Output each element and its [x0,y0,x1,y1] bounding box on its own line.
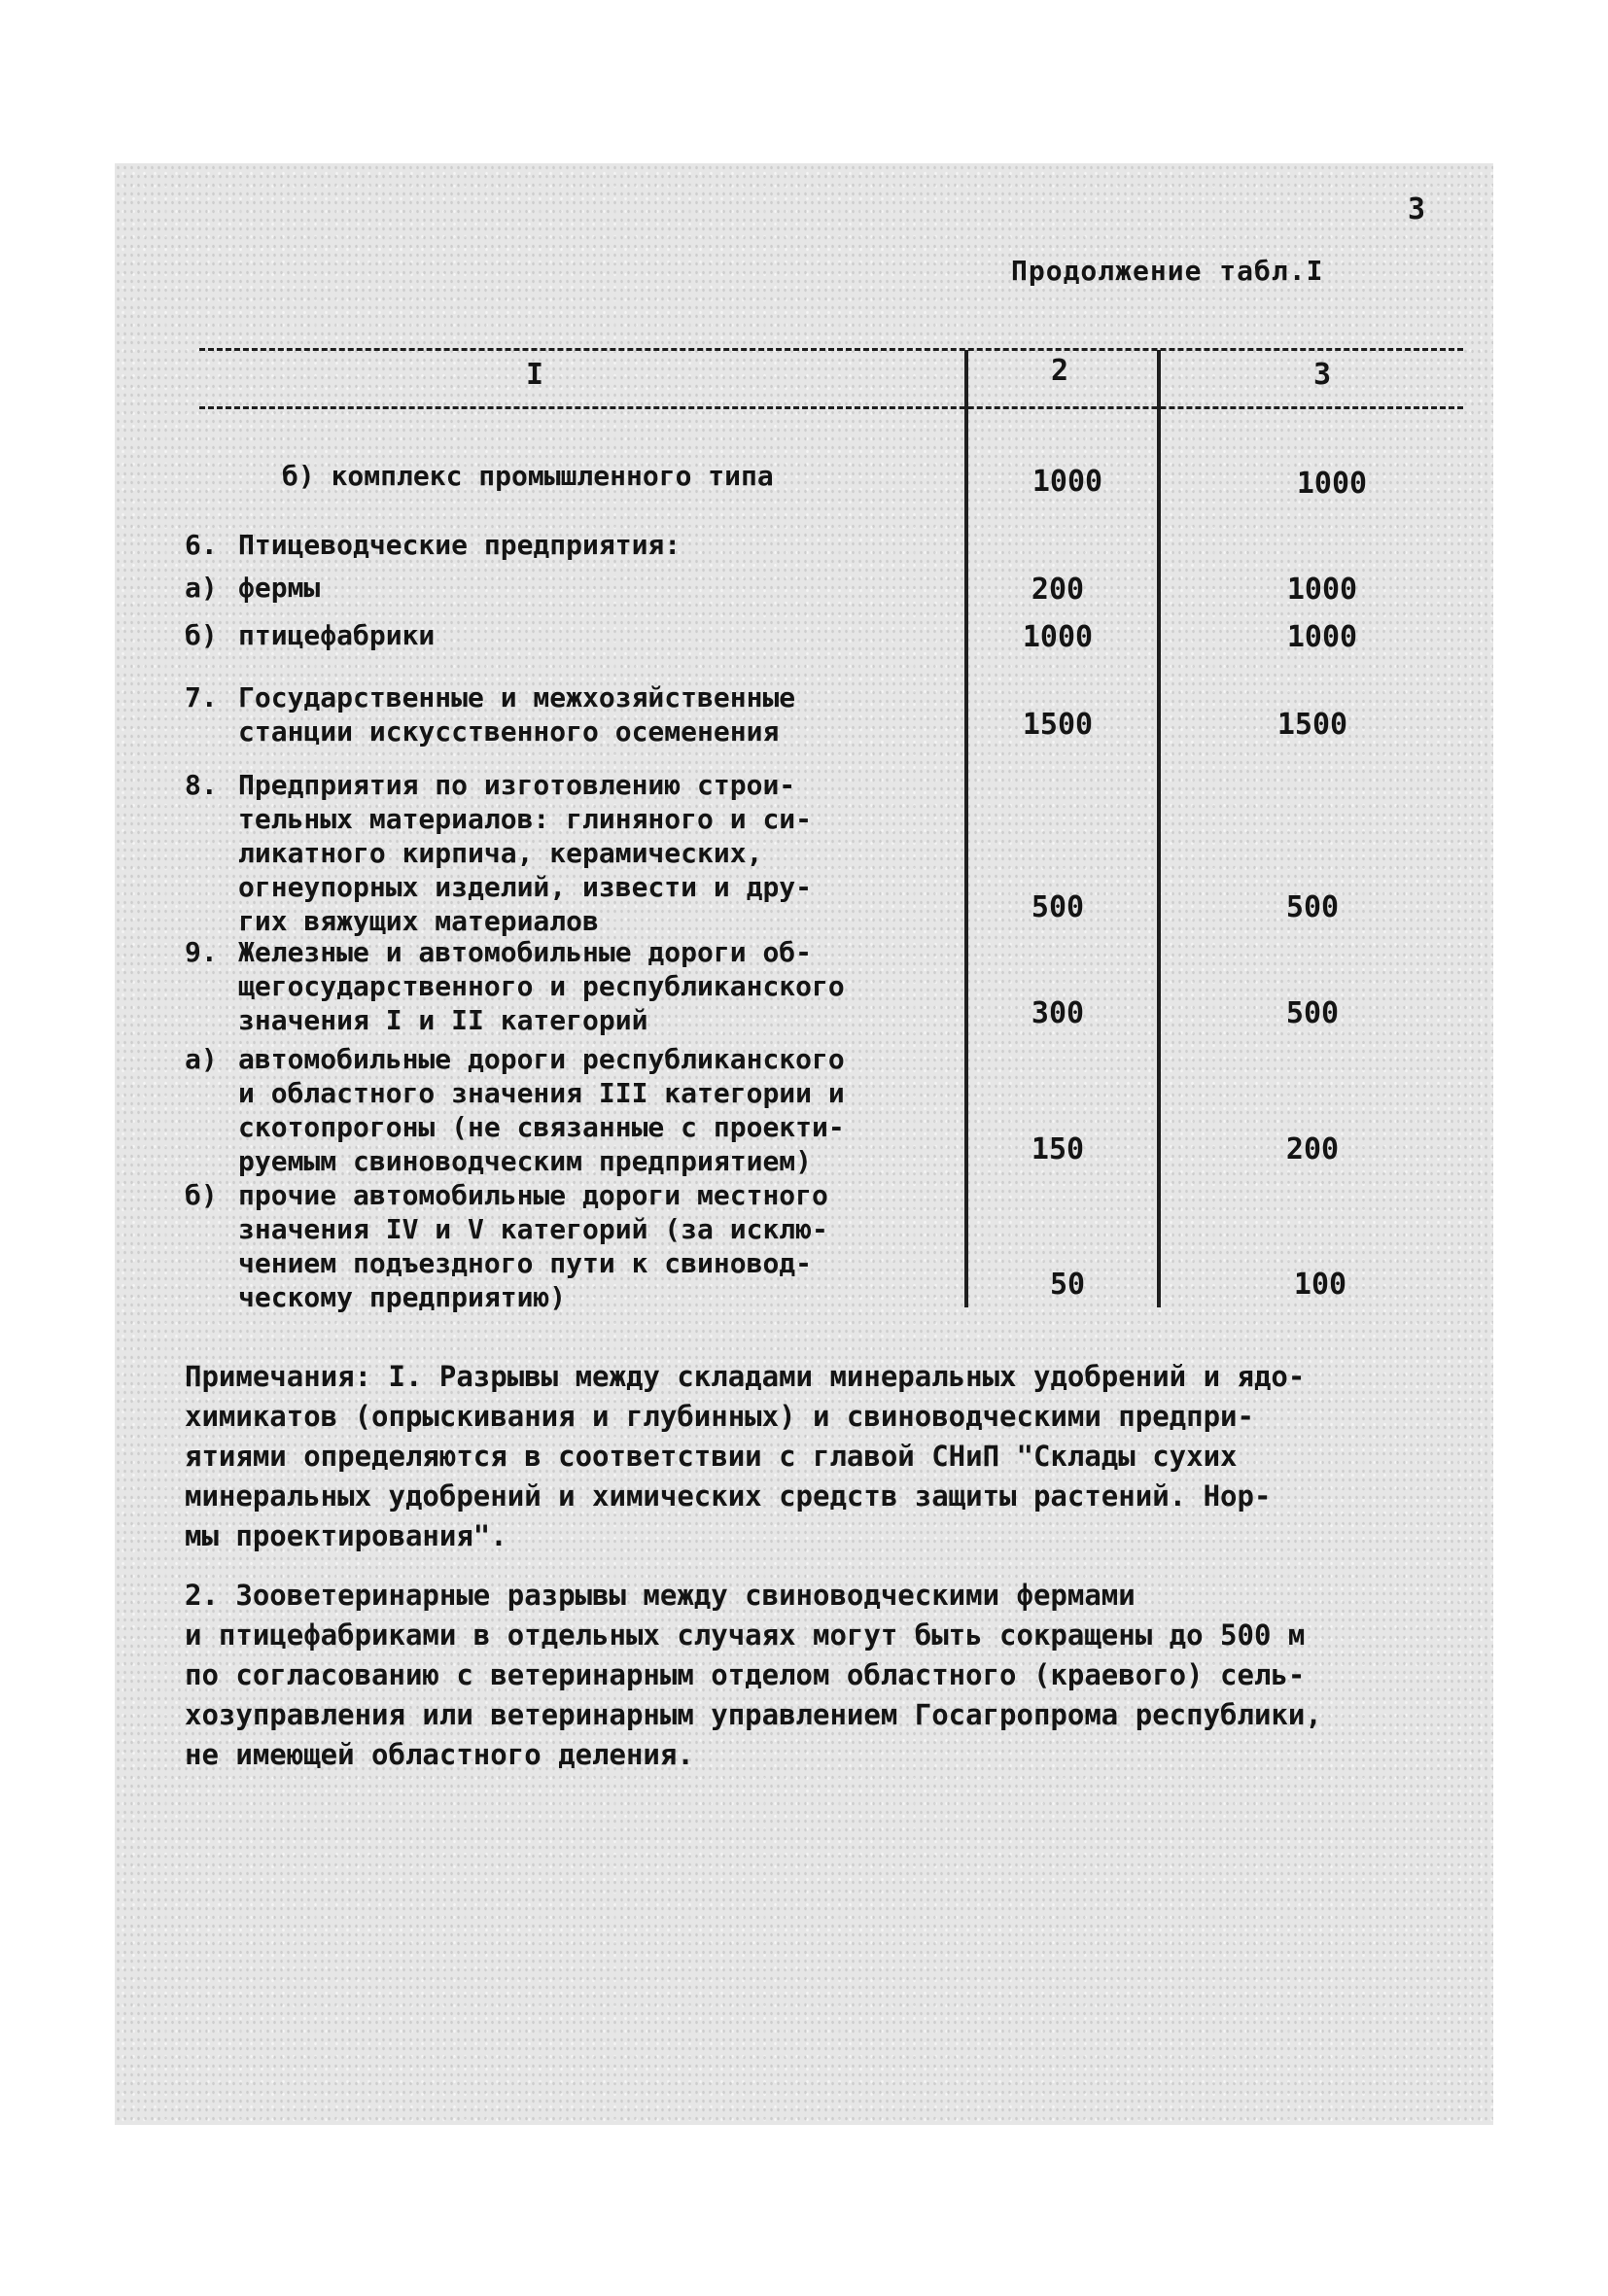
row-text: автомобильные дороги республиканского и областного значения III категории и скотопрогоны (не связанные с проекти- руемым свиноводческим предприятием) [238,1043,845,1177]
notes-section [185,1357,1468,1775]
row-text: птицефабрики [238,619,436,651]
row-value-col3: 1500 [1276,708,1348,742]
note-2: 2. Зооветеринарные разрывы между свиноводческими фермами и птицефабриками в отдельных случаях могут быть сокращены до 500 м по согласованию с ветеринарным отделом областного (краевого) сель- хозуправления или ветеринарным управлением Госагропрома республики, не имеющей областного деления. [185,1579,1322,1771]
row-value-col3: 500 [1285,996,1340,1030]
row-value-col2: 300 [1031,996,1085,1030]
row-text: фермы [238,572,321,604]
row-value-col3: 1000 [1296,467,1368,501]
row-number: а) [185,572,218,604]
column-divider-1 [964,350,968,1307]
row-text: Птицеводческие предприятия: [238,529,682,561]
row-value-col3: 1000 [1286,573,1358,607]
row-text: Предприятия по изготовлению строи- тельных материалов: глиняного и си- ликатного кирпича, керамических, огнеупорных изделий, извести и дру- гих вяжущих материалов [238,769,813,937]
row-value-col2: 50 [1049,1268,1086,1302]
row-number: б) [185,1179,218,1211]
row-text: б) комплекс промышленного типа [282,460,774,492]
row-number: 6. [185,529,218,561]
row-number: 7. [185,681,218,713]
note-1: Примечания: I. Разрывы между складами минеральных удобрений и ядо- химикатов (опрыскивания и глубинных) и свиноводческими предпри- ятиями определяются в соответствии с главой СНиП "Склады сухих минеральных удобрений и химических средств защиты растений. Нор- мы проектирования". [185,1360,1306,1552]
row-number: а) [185,1043,218,1075]
row-number: 9. [185,936,218,968]
row-text: Железные и автомобильные дороги об- щегосударственного и республиканского значения I и II категорий [238,936,845,1036]
column-divider-2 [1157,350,1161,1307]
table-top-rule [199,348,1463,351]
row-text: прочие автомобильные дороги местного значения IV и V категорий (за исклю- чением подъездного пути к свиновод- ческому предприятию) [238,1179,828,1313]
table-header-rule [199,406,1463,409]
row-value-col2: 200 [1031,573,1085,607]
row-value-col2: 150 [1031,1132,1085,1166]
page-number: 3 [1408,192,1426,226]
row-value-col2: 500 [1031,890,1085,924]
column-header-3: 3 [1312,358,1332,392]
row-value-col3: 100 [1293,1268,1347,1302]
row-value-col2: 1000 [1031,465,1103,499]
row-number: 8. [185,769,218,801]
row-value-col3: 500 [1285,890,1340,924]
row-value-col2: 1000 [1022,620,1094,654]
column-header-2: 2 [1050,354,1069,388]
table-caption: Продолжение табл.I [1011,255,1324,287]
column-header-1: I [525,358,544,392]
row-value-col2: 1500 [1022,708,1094,742]
row-value-col3: 1000 [1286,620,1358,654]
row-text: Государственные и межхозяйственные станции искусственного осеменения [238,681,796,748]
row-number: б) [185,619,218,651]
row-value-col3: 200 [1285,1132,1340,1166]
